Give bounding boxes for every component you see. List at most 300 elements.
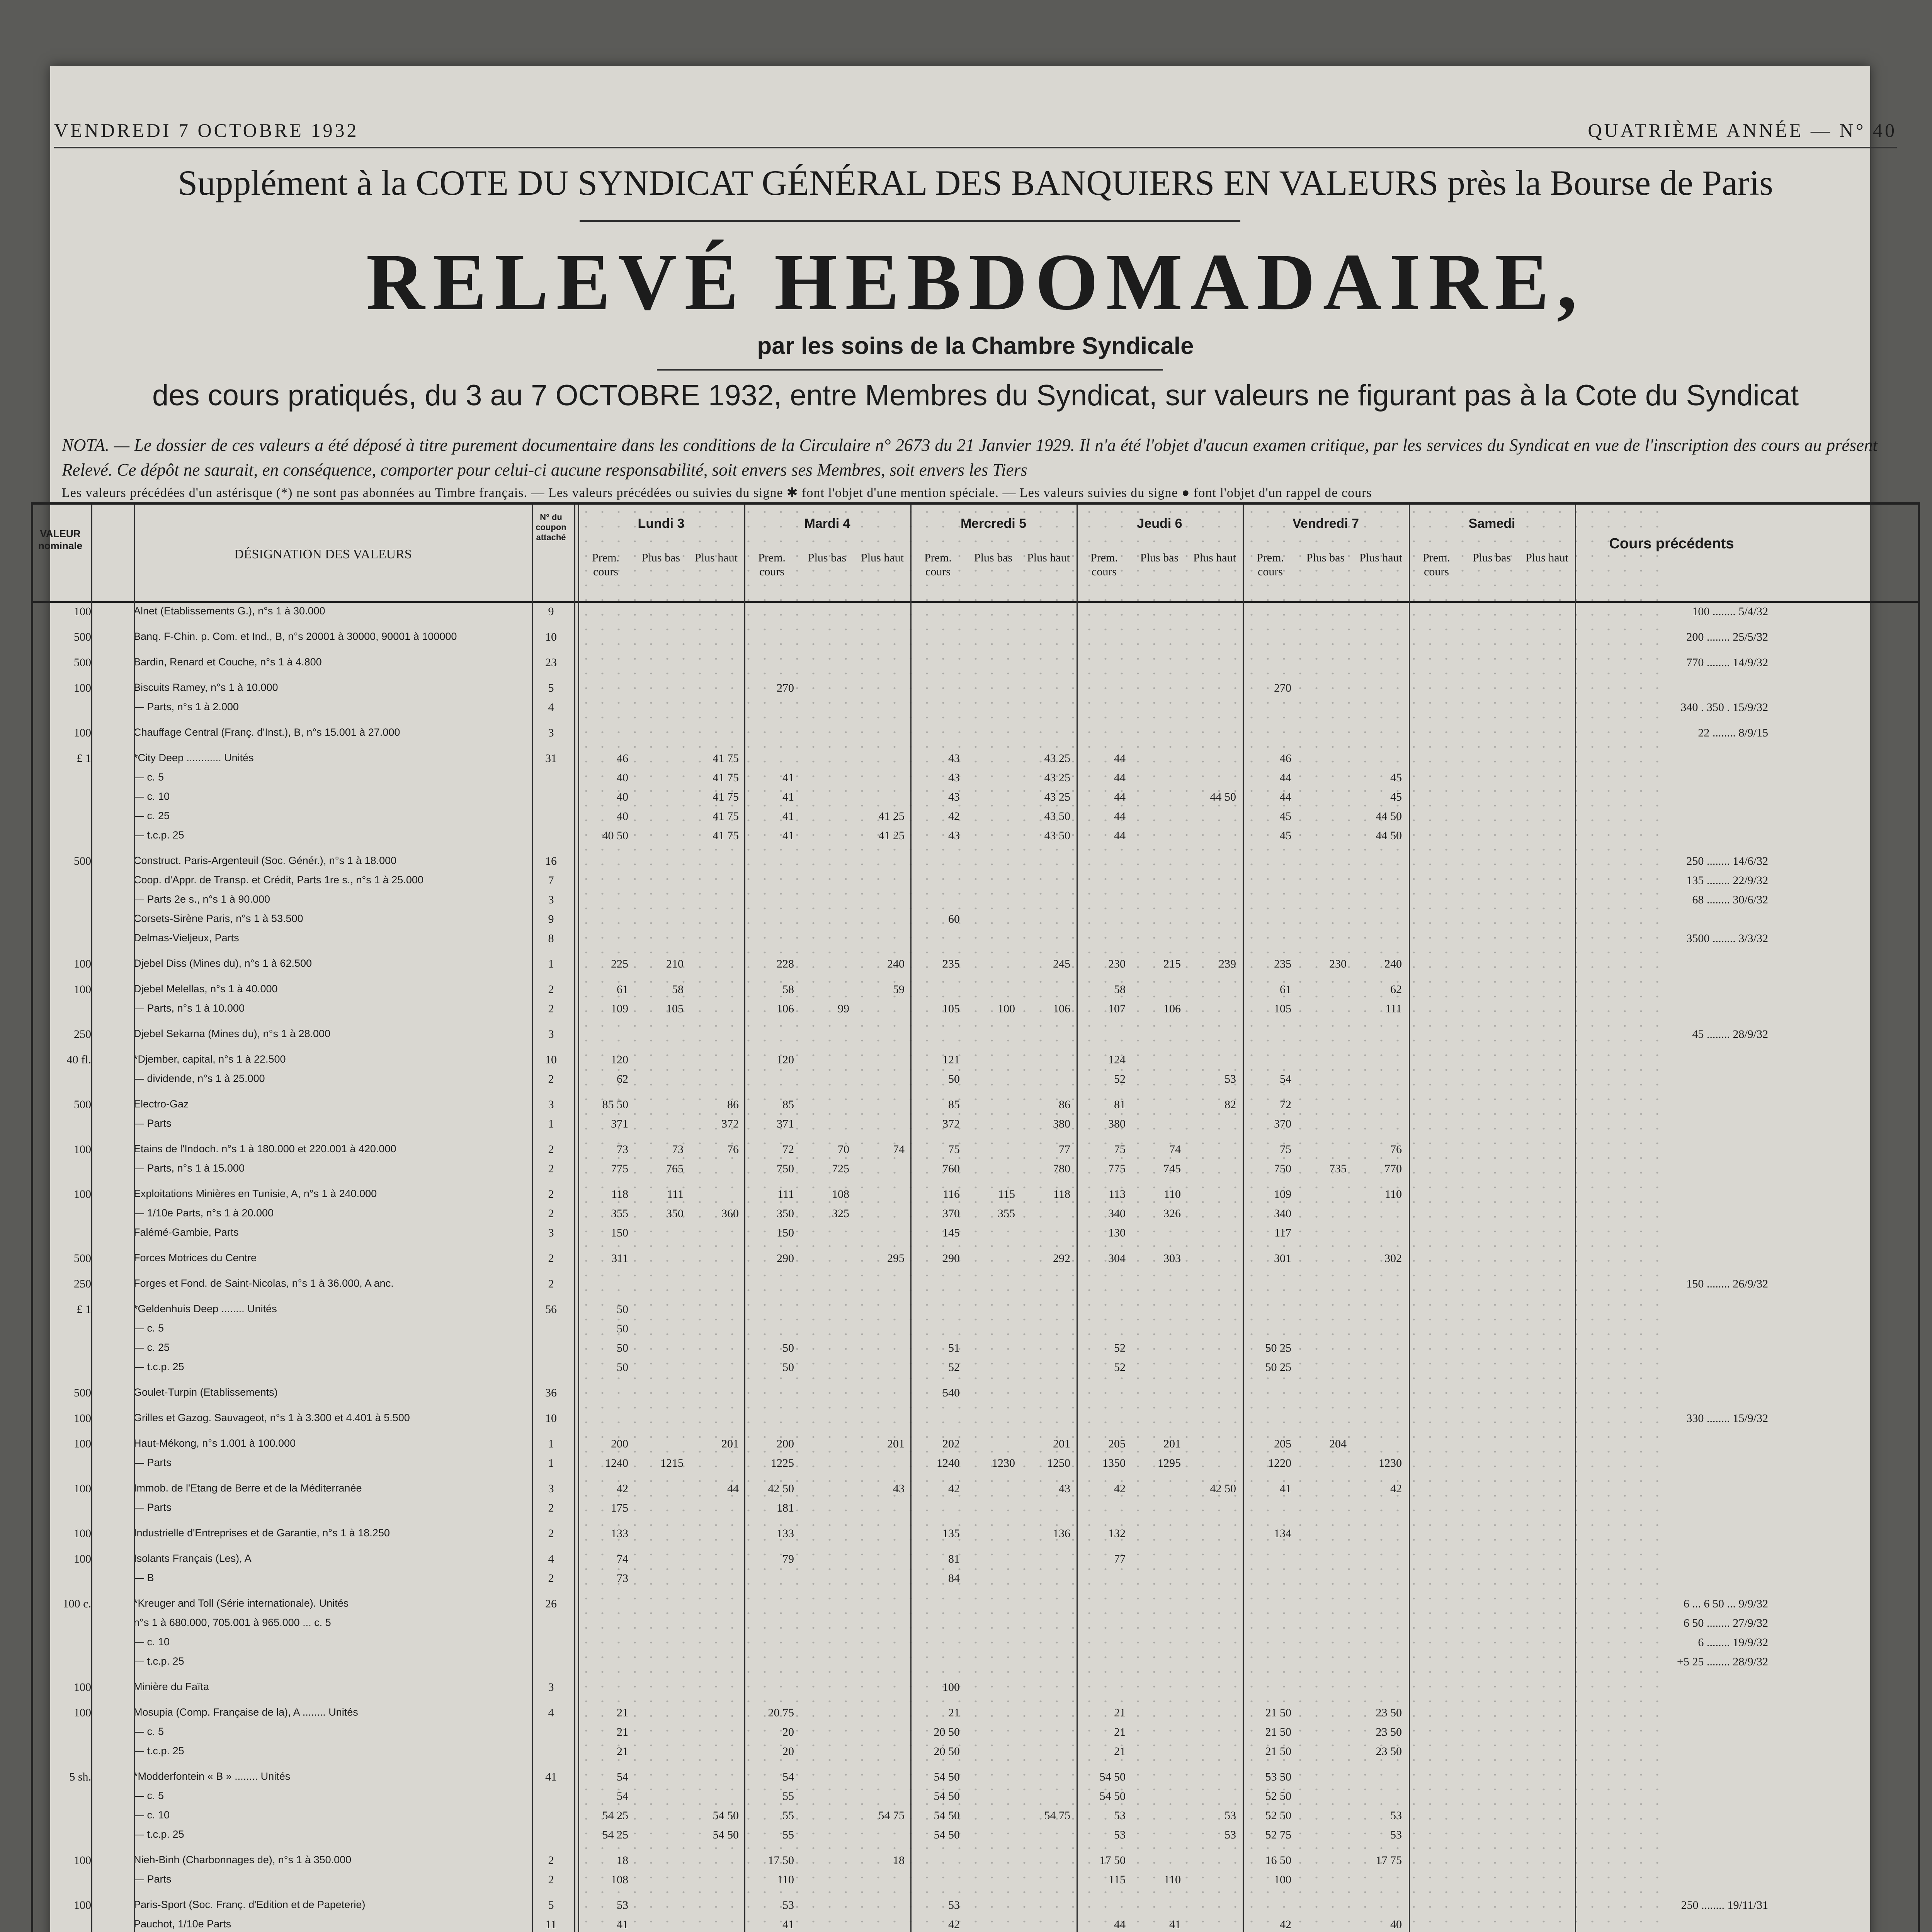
valeur-nominale: 100 xyxy=(74,957,91,970)
price-cell: 53 xyxy=(1114,1809,1126,1822)
sub-header: Plus haut xyxy=(1027,551,1070,564)
price-cell: 53 xyxy=(782,1899,794,1912)
price-cell: 42 50 xyxy=(768,1482,794,1495)
table-row xyxy=(33,1207,1918,1222)
valeur-nominale: 100 xyxy=(74,1412,91,1425)
price-cell: 200 xyxy=(611,1437,628,1450)
coupon-number: 2 xyxy=(548,1002,554,1015)
price-cell: 82 xyxy=(1225,1098,1236,1111)
table-row xyxy=(33,1322,1918,1337)
supplement-title: Supplément à la COTE DU SYNDICAT GÉNÉRAL DES BANQUIERS EN VALEURS près la Bourse de Paris xyxy=(178,163,1773,202)
price-cell: 355 xyxy=(998,1207,1015,1220)
table-row xyxy=(33,605,1918,620)
price-cell: 44 xyxy=(1114,752,1126,765)
price-cell: 21 xyxy=(617,1706,628,1719)
price-cell: 110 xyxy=(1385,1188,1402,1201)
column-rule xyxy=(1409,505,1410,1932)
price-cell: 370 xyxy=(942,1207,960,1220)
price-cell: 150 xyxy=(777,1226,794,1239)
valeur-nominale: 500 xyxy=(74,1386,91,1399)
price-cell: 290 xyxy=(777,1252,794,1265)
col-valeur-header: VALEUR nominale xyxy=(38,528,83,551)
price-cell: 58 xyxy=(1114,983,1126,996)
price-cell: 292 xyxy=(1053,1252,1070,1265)
table-row xyxy=(33,893,1918,908)
designation: Corsets-Sirène Paris, n°s 1 à 53.500 xyxy=(134,913,303,924)
price-cell: 40 xyxy=(617,810,628,823)
cours-precedent: 100 ........ 5/4/32 xyxy=(1692,605,1768,618)
price-cell: 17 50 xyxy=(768,1854,794,1867)
price-cell: 54 50 xyxy=(934,1790,960,1803)
price-cell: 20 75 xyxy=(768,1706,794,1719)
table-row xyxy=(33,1457,1918,1471)
price-cell: 43 xyxy=(948,829,960,842)
designation: *Djember, capital, n°s 1 à 22.500 xyxy=(134,1053,286,1065)
price-cell: 116 xyxy=(943,1188,960,1201)
table-row xyxy=(33,1073,1918,1087)
price-cell: 725 xyxy=(832,1162,849,1175)
price-cell: 175 xyxy=(611,1502,628,1514)
price-cell: 54 25 xyxy=(602,1809,628,1822)
designation: Biscuits Ramey, n°s 1 à 10.000 xyxy=(134,682,278,693)
price-cell: 42 xyxy=(948,1918,960,1931)
price-cell: 204 xyxy=(1329,1437,1347,1450)
designation: Electro-Gaz xyxy=(134,1098,189,1110)
price-cell: 105 xyxy=(666,1002,684,1015)
price-cell: 75 xyxy=(1280,1143,1291,1156)
price-cell: 54 25 xyxy=(602,1828,628,1841)
price-cell: 43 50 xyxy=(1044,829,1070,842)
coupon-number: 16 xyxy=(545,855,557,867)
price-cell: 40 50 xyxy=(602,829,628,842)
price-cell: 72 xyxy=(782,1143,794,1156)
cours-precedent: 3500 ........ 3/3/32 xyxy=(1686,932,1768,945)
price-cell: 54 50 xyxy=(1099,1790,1126,1803)
table-row xyxy=(33,1572,1918,1587)
cours-precedent: 6 ... 6 50 ... 9/9/32 xyxy=(1683,1597,1768,1610)
sub-header: Plus bas xyxy=(641,551,680,564)
table-row xyxy=(33,1706,1918,1721)
price-cell: 370 xyxy=(1274,1117,1291,1130)
table-row xyxy=(33,829,1918,844)
price-cell: 53 xyxy=(617,1899,628,1912)
price-cell: 54 50 xyxy=(934,1770,960,1783)
designation: Forges et Fond. de Saint-Nicolas, n°s 1 à 36.000, A anc. xyxy=(134,1277,394,1289)
price-cell: 44 xyxy=(1114,829,1126,842)
table-row xyxy=(33,1681,1918,1696)
price-cell: 52 xyxy=(1114,1342,1126,1354)
price-cell: 100 xyxy=(942,1681,960,1694)
price-cell: 75 xyxy=(948,1143,960,1156)
price-cell: 55 xyxy=(782,1790,794,1803)
valeur-nominale: 100 xyxy=(74,605,91,618)
price-cell: 50 xyxy=(782,1361,794,1374)
designation: — Parts xyxy=(134,1457,172,1468)
price-cell: 44 50 xyxy=(1376,829,1402,842)
price-cell: 46 xyxy=(617,752,628,765)
price-cell: 380 xyxy=(1053,1117,1070,1130)
price-cell: 100 xyxy=(1274,1873,1291,1886)
cours-precedent: 340 . 350 . 15/9/32 xyxy=(1680,701,1768,714)
table-row xyxy=(33,810,1918,825)
price-cell: 380 xyxy=(1108,1117,1126,1130)
price-cell: 105 xyxy=(1274,1002,1291,1015)
cours-precedent: 22 ........ 8/9/15 xyxy=(1698,726,1768,739)
designation: Delmas-Vieljeux, Parts xyxy=(134,932,239,944)
price-cell: 121 xyxy=(942,1053,960,1066)
price-cell: 302 xyxy=(1384,1252,1402,1265)
valeur-nominale: 500 xyxy=(74,855,91,867)
price-cell: 372 xyxy=(942,1117,960,1130)
designation: — t.c.p. 25 xyxy=(134,1745,184,1757)
price-cell: 106 xyxy=(1053,1002,1070,1015)
byline: par les soins de la Chambre Syndicale xyxy=(757,333,1194,359)
price-cell: 325 xyxy=(832,1207,849,1220)
table-row xyxy=(33,1790,1918,1804)
price-cell: 132 xyxy=(1108,1527,1126,1540)
coupon-number: 5 xyxy=(548,1899,554,1912)
table-row xyxy=(33,1117,1918,1132)
table-row xyxy=(33,932,1918,947)
price-cell: 45 xyxy=(1390,791,1402,803)
valeur-nominale: 100 c. xyxy=(63,1597,91,1610)
day-header: Vendredi 7 xyxy=(1293,516,1359,531)
price-cell: 42 xyxy=(948,810,960,823)
designation: — Parts xyxy=(134,1117,172,1129)
table-row xyxy=(33,1553,1918,1567)
price-cell: 43 xyxy=(1059,1482,1070,1495)
price-cell: 105 xyxy=(942,1002,960,1015)
designation: — Parts, n°s 1 à 15.000 xyxy=(134,1162,245,1174)
designation: Immob. de l'Etang de Berre et de la Méditerranée xyxy=(134,1482,362,1494)
price-cell: 85 xyxy=(782,1098,794,1111)
valeur-nominale: 100 xyxy=(74,1188,91,1201)
designation: — Parts, n°s 1 à 2.000 xyxy=(134,701,239,713)
coupon-number: 2 xyxy=(548,1143,554,1156)
coupon-number: 2 xyxy=(548,1252,554,1265)
price-cell: 107 xyxy=(1108,1002,1126,1015)
price-cell: 41 xyxy=(782,771,794,784)
coupon-number: 5 xyxy=(548,682,554,694)
sub-header: Plus haut xyxy=(1526,551,1568,564)
price-cell: 41 xyxy=(782,829,794,842)
cours-precedent: 68 ........ 30/6/32 xyxy=(1692,893,1768,906)
price-cell: 21 xyxy=(948,1706,960,1719)
price-cell: 53 xyxy=(1390,1809,1402,1822)
price-cell: 290 xyxy=(942,1252,960,1265)
designation: — c. 10 xyxy=(134,791,170,802)
price-cell: 41 25 xyxy=(878,829,905,842)
cours-precedent: 45 ........ 28/9/32 xyxy=(1692,1028,1768,1041)
price-cell: 42 xyxy=(1280,1918,1291,1931)
coupon-number: 31 xyxy=(545,752,557,765)
price-cell: 245 xyxy=(1053,957,1070,970)
table-row xyxy=(33,1437,1918,1452)
price-cell: 52 50 xyxy=(1265,1809,1291,1822)
price-cell: 44 50 xyxy=(1376,810,1402,823)
valeur-nominale: 40 fl. xyxy=(66,1053,91,1066)
price-cell: 110 xyxy=(1164,1188,1181,1201)
designation: n°s 1 à 680.000, 705.001 à 965.000 ... c. 5 xyxy=(134,1617,331,1628)
designation: *City Deep ............ Unités xyxy=(134,752,254,764)
table-row xyxy=(33,1226,1918,1241)
valeur-nominale: 100 xyxy=(74,1437,91,1450)
designation: Banq. F-Chin. p. Com. et Ind., B, n°s 20001 à 30000, 90001 à 100000 xyxy=(134,631,457,642)
price-cell: 750 xyxy=(777,1162,794,1175)
cours-precedent: 135 ........ 22/9/32 xyxy=(1686,874,1768,887)
coupon-number: 2 xyxy=(548,1572,554,1585)
coupon-number: 7 xyxy=(548,874,554,887)
designation: — c. 5 xyxy=(134,1726,164,1737)
designation: Grilles et Gazog. Sauvageot, n°s 1 à 3.300 et 4.401 à 5.500 xyxy=(134,1412,410,1423)
price-cell: 110 xyxy=(777,1873,794,1886)
designation: *Geldenhuis Deep ........ Unités xyxy=(134,1303,277,1315)
price-cell: 53 xyxy=(1225,1809,1236,1822)
price-cell: 86 xyxy=(1059,1098,1070,1111)
price-cell: 120 xyxy=(611,1053,628,1066)
valeur-nominale: 100 xyxy=(74,1706,91,1719)
coupon-number: 3 xyxy=(548,1482,554,1495)
price-cell: 99 xyxy=(838,1002,849,1015)
valeur-nominale: 100 xyxy=(74,1854,91,1867)
sub-header: Plus bas xyxy=(974,551,1013,564)
price-cell: 77 xyxy=(1114,1553,1126,1565)
price-cell: 340 xyxy=(1274,1207,1291,1220)
price-cell: 21 xyxy=(617,1745,628,1758)
price-cell: 355 xyxy=(611,1207,628,1220)
price-cell: 41 75 xyxy=(713,829,739,842)
price-cell: 111 xyxy=(667,1188,684,1201)
price-cell: 44 xyxy=(1114,810,1126,823)
valeur-nominale: £ 1 xyxy=(77,752,91,765)
price-cell: 295 xyxy=(887,1252,905,1265)
table-row xyxy=(33,701,1918,716)
sub-header: Prem. cours xyxy=(1257,551,1284,578)
price-cell: 371 xyxy=(611,1117,628,1130)
designation: Pauchot, 1/10e Parts xyxy=(134,1918,231,1930)
table-row xyxy=(33,1617,1918,1631)
valeur-nominale: 100 xyxy=(74,1527,91,1540)
price-cell: 760 xyxy=(942,1162,960,1175)
price-cell: 53 50 xyxy=(1265,1770,1291,1783)
price-cell: 55 xyxy=(782,1809,794,1822)
column-rule xyxy=(744,505,745,1932)
price-cell: 46 xyxy=(1280,752,1291,765)
price-cell: 239 xyxy=(1219,957,1236,970)
table-row xyxy=(33,1597,1918,1612)
price-cell: 41 xyxy=(782,1918,794,1931)
price-cell: 85 50 xyxy=(602,1098,628,1111)
price-cell: 1220 xyxy=(1268,1457,1291,1469)
price-cell: 42 xyxy=(1114,1482,1126,1495)
price-cell: 54 xyxy=(1280,1073,1291,1085)
designation: Paris-Sport (Soc. Franç. d'Edition et de Papeterie) xyxy=(134,1899,366,1910)
day-header: Lundi 3 xyxy=(638,516,685,531)
sub-header: Plus bas xyxy=(1472,551,1511,564)
price-cell: 765 xyxy=(666,1162,684,1175)
coupon-number: 3 xyxy=(548,1681,554,1694)
price-cell: 54 xyxy=(617,1790,628,1803)
price-cell: 18 xyxy=(893,1854,905,1867)
price-cell: 59 xyxy=(893,983,905,996)
price-cell: 44 xyxy=(1114,771,1126,784)
price-cell: 44 xyxy=(1280,791,1291,803)
coupon-number: 2 xyxy=(548,983,554,996)
coupon-number: 3 xyxy=(548,1028,554,1041)
price-cell: 53 xyxy=(948,1899,960,1912)
table-row xyxy=(33,1002,1918,1017)
coupon-number: 3 xyxy=(548,893,554,906)
price-cell: 21 50 xyxy=(1265,1745,1291,1758)
valeur-nominale: 100 xyxy=(74,682,91,694)
price-cell: 41 xyxy=(782,810,794,823)
price-cell: 44 xyxy=(727,1482,739,1495)
table-row xyxy=(33,631,1918,645)
coupon-number: 4 xyxy=(548,701,554,714)
price-cell: 340 xyxy=(1108,1207,1126,1220)
price-cell: 72 xyxy=(1280,1098,1291,1111)
coupon-number: 11 xyxy=(545,1918,557,1931)
cours-precedent: 770 ........ 14/9/32 xyxy=(1686,656,1768,669)
price-cell: 53 xyxy=(1114,1828,1126,1841)
designation: *Kreuger and Toll (Série internationale). Unités xyxy=(134,1597,349,1609)
designation: — c. 10 xyxy=(134,1636,170,1648)
price-cell: 109 xyxy=(611,1002,628,1015)
coupon-number: 3 xyxy=(548,1098,554,1111)
price-cell: 54 xyxy=(782,1770,794,1783)
price-cell: 775 xyxy=(611,1162,628,1175)
table-row xyxy=(33,791,1918,805)
price-cell: 205 xyxy=(1274,1437,1291,1450)
price-cell: 20 50 xyxy=(934,1745,960,1758)
price-cell: 54 50 xyxy=(713,1828,739,1841)
price-cell: 113 xyxy=(1109,1188,1126,1201)
price-cell: 54 50 xyxy=(934,1828,960,1841)
table-row xyxy=(33,1188,1918,1202)
sub-header: Prem. cours xyxy=(1423,551,1450,578)
price-cell: 326 xyxy=(1163,1207,1181,1220)
coupon-number: 4 xyxy=(548,1706,554,1719)
designation: — 1/10e Parts, n°s 1 à 20.000 xyxy=(134,1207,274,1219)
sub-header: Plus haut xyxy=(1359,551,1402,564)
price-cell: 42 50 xyxy=(1210,1482,1236,1495)
column-rule xyxy=(1243,505,1244,1932)
table-row xyxy=(33,1386,1918,1401)
price-cell: 44 50 xyxy=(1210,791,1236,803)
price-cell: 1215 xyxy=(660,1457,684,1469)
price-cell: 41 75 xyxy=(713,791,739,803)
price-cell: 52 75 xyxy=(1265,1828,1291,1841)
sub-header: Plus haut xyxy=(1193,551,1236,564)
designation: Bardin, Renard et Couche, n°s 1 à 4.800 xyxy=(134,656,322,668)
issue-date: VENDREDI 7 OCTOBRE 1932 xyxy=(54,119,359,141)
col-coupon-header: N° du coupon attaché xyxy=(536,512,566,542)
price-cell: 52 50 xyxy=(1265,1790,1291,1803)
table-row xyxy=(33,1162,1918,1177)
price-cell: 84 xyxy=(948,1572,960,1585)
valeur-nominale: 250 xyxy=(74,1277,91,1290)
price-cell: 228 xyxy=(777,957,794,970)
price-cell: 50 xyxy=(948,1073,960,1085)
price-cell: 270 xyxy=(1274,682,1291,694)
designation: — t.c.p. 25 xyxy=(134,829,184,841)
price-cell: 21 xyxy=(1114,1706,1126,1719)
cours-precedent: 250 ........ 14/6/32 xyxy=(1686,855,1768,867)
price-cell: 20 xyxy=(782,1745,794,1758)
price-cell: 202 xyxy=(942,1437,960,1450)
price-cell: 115 xyxy=(998,1188,1015,1201)
col-prec-header: Cours précédents xyxy=(1609,536,1734,552)
price-cell: 50 xyxy=(617,1303,628,1316)
price-cell: 60 xyxy=(948,913,960,925)
price-cell: 21 50 xyxy=(1265,1726,1291,1738)
price-cell: 43 50 xyxy=(1044,810,1070,823)
coupon-number: 1 xyxy=(548,957,554,970)
designation: — c. 25 xyxy=(134,810,170,821)
price-cell: 50 xyxy=(782,1342,794,1354)
price-cell: 50 xyxy=(617,1322,628,1335)
coupon-number: 4 xyxy=(548,1553,554,1565)
valeur-nominale: 100 xyxy=(74,1482,91,1495)
price-cell: 225 xyxy=(611,957,628,970)
price-cell: 50 xyxy=(617,1361,628,1374)
designation: — Parts xyxy=(134,1873,172,1885)
price-cell: 235 xyxy=(942,957,960,970)
designation: — B xyxy=(134,1572,154,1583)
price-cell: 40 xyxy=(617,791,628,803)
price-cell: 54 75 xyxy=(878,1809,905,1822)
price-cell: 21 xyxy=(1114,1726,1126,1738)
valeur-nominale: 100 xyxy=(74,1681,91,1694)
price-cell: 44 xyxy=(1114,1918,1126,1931)
valeur-nominale: 500 xyxy=(74,656,91,669)
price-cell: 270 xyxy=(777,682,794,694)
price-cell: 106 xyxy=(1163,1002,1181,1015)
price-cell: 54 50 xyxy=(713,1809,739,1822)
coupon-number: 3 xyxy=(548,1226,554,1239)
cours-precedent: 200 ........ 25/5/32 xyxy=(1686,631,1768,643)
price-cell: 20 50 xyxy=(934,1726,960,1738)
designation: — t.c.p. 25 xyxy=(134,1828,184,1840)
coupon-number: 2 xyxy=(548,1207,554,1220)
coupon-number: 9 xyxy=(548,913,554,925)
price-cell: 62 xyxy=(1390,983,1402,996)
price-cell: 150 xyxy=(611,1226,628,1239)
designation: Isolants Français (Les), A xyxy=(134,1553,252,1564)
cours-precedent: 6 ........ 19/9/32 xyxy=(1698,1636,1768,1649)
price-cell: 54 50 xyxy=(934,1809,960,1822)
sub-header: Plus haut xyxy=(861,551,904,564)
table-row xyxy=(33,1527,1918,1542)
coupon-number: 10 xyxy=(545,1412,557,1425)
price-cell: 200 xyxy=(777,1437,794,1450)
price-cell: 73 xyxy=(617,1572,628,1585)
price-cell: 115 xyxy=(1109,1873,1126,1886)
price-cell: 51 xyxy=(948,1342,960,1354)
price-cell: 41 75 xyxy=(713,771,739,784)
col-designation-header: DÉSIGNATION DES VALEURS xyxy=(234,547,412,561)
valeur-nominale: 100 xyxy=(74,1143,91,1156)
price-cell: 23 50 xyxy=(1376,1726,1402,1738)
price-cell: 1250 xyxy=(1047,1457,1070,1469)
designation: Djebel Sekarna (Mines du), n°s 1 à 28.000 xyxy=(134,1028,331,1039)
price-cell: 62 xyxy=(617,1073,628,1085)
price-cell: 17 75 xyxy=(1376,1854,1402,1867)
price-cell: 311 xyxy=(611,1252,628,1265)
designation: Mosupia (Comp. Française de la), A ........ Unités xyxy=(134,1706,358,1718)
designation: Minière du Faïta xyxy=(134,1681,209,1692)
price-cell: 79 xyxy=(782,1553,794,1565)
